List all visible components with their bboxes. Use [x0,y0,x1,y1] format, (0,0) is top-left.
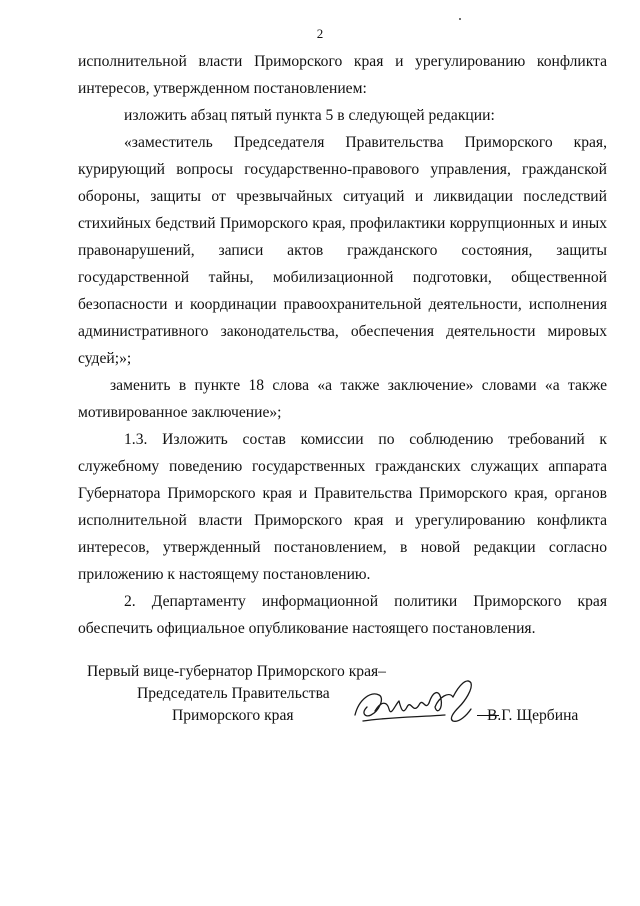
paragraph-item-1-3: 1.3. Изложить состав комиссии по соблюдению требований к служебному поведению государственных гражданских служащих аппарата Губернатора Приморского края и Правительства Приморского края, органов исполнительной власти Приморского края и урегулированию конфликта интересов, утвержденный постановлением, в новой редакции согласно приложению к настоящему постановлению. [78,431,607,583]
signatory-title-line1: Первый вице-губернатор Приморского края– [87,663,386,680]
signatory-title-line2: Председатель Правительства [137,685,330,702]
page-number: 2 [316,26,324,41]
paragraph-replace-words: заменить в пункте 18 слова «а также заключение» словами «а также мотивированное заключение»; [78,377,607,421]
document-body [78,48,607,642]
scan-speck [459,18,461,20]
paragraph-quoted-text: «заместитель Председателя Правительства Приморского края, курирующий вопросы государственно-правового управления, гражданской обороны, защиты от чрезвычайных ситуаций и ликвидации последствий стихийных бедствий Приморского края, профилактики коррупционных и иных правонарушений, записи актов гражданского состояния, защиты государственной тайны, мобилизационной подготовки, общественной безопасности и координации правоохранительной деятельности, исполнения административного законодательства, обеспечения деятельности мировых судей;»; [78,134,607,367]
signature-block [87,661,607,741]
signatory-title-line3: Приморского края [172,707,294,724]
paragraph-item-2: 2. Департаменту информационной политики Приморского края обеспечить официальное опубликование настоящего постановления. [78,593,607,637]
paragraph-continuation: исполнительной власти Приморского края и урегулированию конфликта интересов, утвержденном постановлением: [78,53,607,97]
signatory-name: В.Г. Щербина [487,707,579,724]
paragraph-amend-instruction: изложить абзац пятый пункта 5 в следующей редакции: [124,107,495,124]
handwritten-signature [349,671,489,733]
